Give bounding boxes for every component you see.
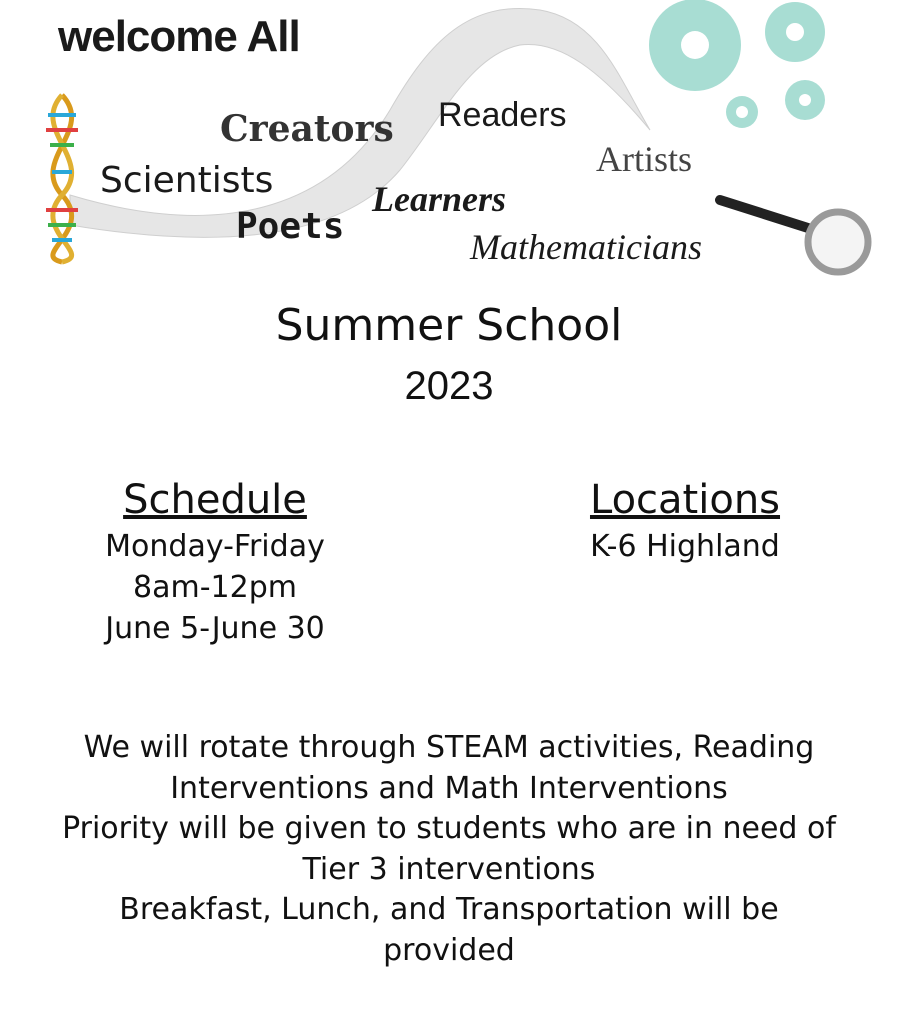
description-line: Tier 3 interventions — [302, 851, 596, 887]
word-poets: Poets — [236, 206, 345, 247]
description-line: provided — [383, 932, 515, 968]
welcome-heading: welcome All — [58, 12, 300, 61]
header-banner — [0, 0, 898, 290]
description-line: We will rotate through STEAM activities, Reading — [83, 730, 815, 765]
word-mathematicians: Mathematicians — [470, 227, 702, 267]
magnifying-glass-icon — [720, 200, 868, 272]
schedule-hours: 8am-12pm — [133, 570, 297, 605]
word-scientists: Scientists — [100, 160, 274, 201]
description-line: Priority will be given to students who are in need of — [62, 811, 836, 846]
page-year: 2023 — [404, 364, 494, 408]
location-item: K-6 Highland — [590, 529, 780, 564]
locations-section — [530, 474, 840, 567]
schedule-heading: Schedule — [123, 477, 307, 523]
word-artists: Artists — [596, 139, 693, 179]
gears-icon — [649, 0, 825, 128]
schedule-dates: June 5-June 30 — [105, 611, 325, 646]
schedule-days: Monday-Friday — [105, 529, 325, 564]
page-title: Summer School — [275, 300, 623, 351]
dna-icon — [46, 95, 78, 262]
word-readers: Readers — [438, 96, 567, 134]
description-line: Interventions and Math Interventions — [170, 770, 728, 806]
description-line: Breakfast, Lunch, and Transportation will be — [119, 892, 779, 927]
program-description — [20, 728, 878, 971]
locations-heading: Locations — [589, 477, 781, 523]
word-learners: Learners — [372, 179, 506, 219]
schedule-section — [60, 474, 370, 649]
word-creators: Creators — [220, 108, 394, 150]
